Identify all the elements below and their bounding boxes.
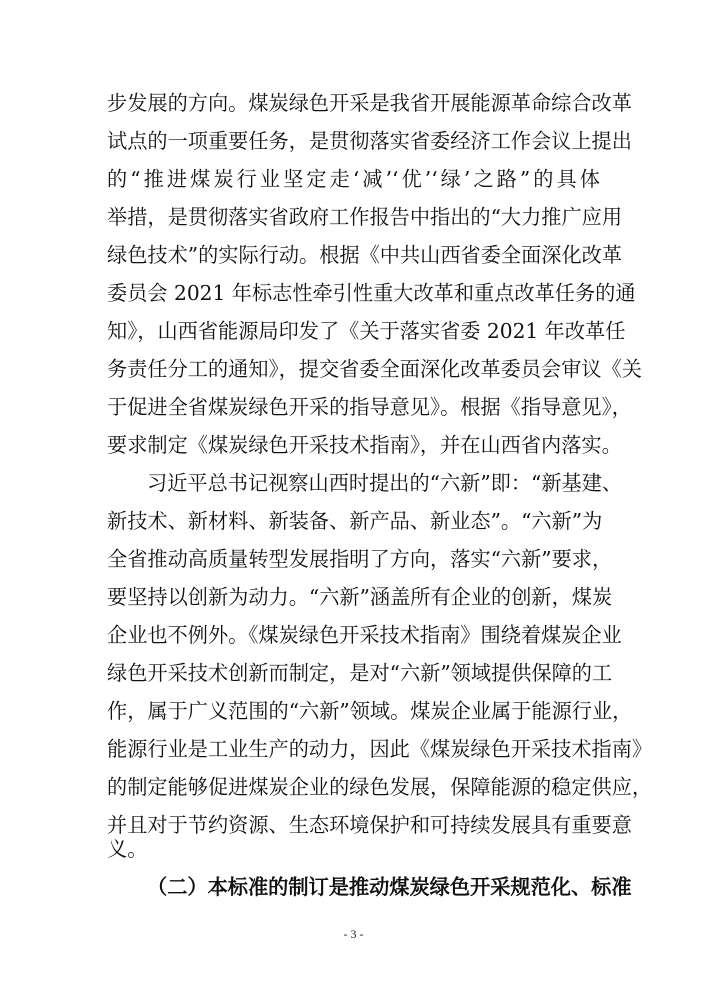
paragraph-line: 的“推进煤炭行业坚定走‘减’‘优’‘绿’之路”的具体 [107, 167, 600, 191]
section-heading: （二）本标准的制订是推动煤炭绿色开采规范化、标准 [147, 875, 632, 899]
paragraph-line: 于促进全省煤炭绿色开采的指导意见》。根据《指导意见》， [107, 395, 632, 419]
paragraph-line: 试点的一项重要任务，是贯彻落实省委经济工作会议上提出 [107, 129, 632, 153]
paragraph-line: 作，属于广义范围的“六新”领域。煤炭企业属于能源行业， [107, 699, 633, 723]
paragraph-line: 义。 [107, 837, 148, 861]
paragraph-line: 要坚持以创新为动力。“六新”涵盖所有企业的创新，煤炭 [107, 585, 613, 609]
page-number: - 3 - [343, 927, 364, 941]
paragraph-line: 要求制定《煤炭绿色开采技术指南》，并在山西省内落实。 [107, 433, 622, 457]
paragraph-line: 知》，山西省能源局印发了《关于落实省委 2021 年改革任 [107, 319, 626, 343]
paragraph-line: 委员会 2021 年标志性牵引性重大改革和重点改革任务的通 [107, 281, 636, 305]
paragraph-line: 企业也不例外。《煤炭绿色开采技术指南》围绕着煤炭企业 [107, 623, 622, 647]
paragraph-line: 举措，是贯彻落实省政府工作报告中指出的“大力推广应用 [107, 205, 623, 229]
paragraph-line: 习近平总书记视察山西时提出的“六新”即：“新基建、 [147, 471, 623, 495]
paragraph-line: 全省推动高质量转型发展指明了方向，落实“六新”要求， [107, 547, 613, 571]
paragraph-line: 能源行业是工业生产的动力，因此《煤炭绿色开采技术指南》 [107, 737, 653, 761]
paragraph-line: 步发展的方向。煤炭绿色开采是我省开展能源革命综合改革 [107, 91, 632, 115]
paragraph-line: 并且对于节约资源、生态环境保护和可持续发展具有重要意 [107, 813, 632, 837]
paragraph-line: 新技术、新材料、新装备、新产品、新业态”。“六新”为 [107, 509, 603, 533]
paragraph-line: 的制定能够促进煤炭企业的绿色发展，保障能源的稳定供应， [107, 775, 653, 799]
paragraph-line: 绿色技术”的实际行动。根据《中共山西省委全面深化改革 [107, 243, 623, 267]
paragraph-line: 务责任分工的通知》，提交省委全面深化改革委员会审议《关 [107, 357, 642, 381]
paragraph-line: 绿色开采技术创新而制定，是对“六新”领域提供保障的工 [107, 661, 613, 685]
